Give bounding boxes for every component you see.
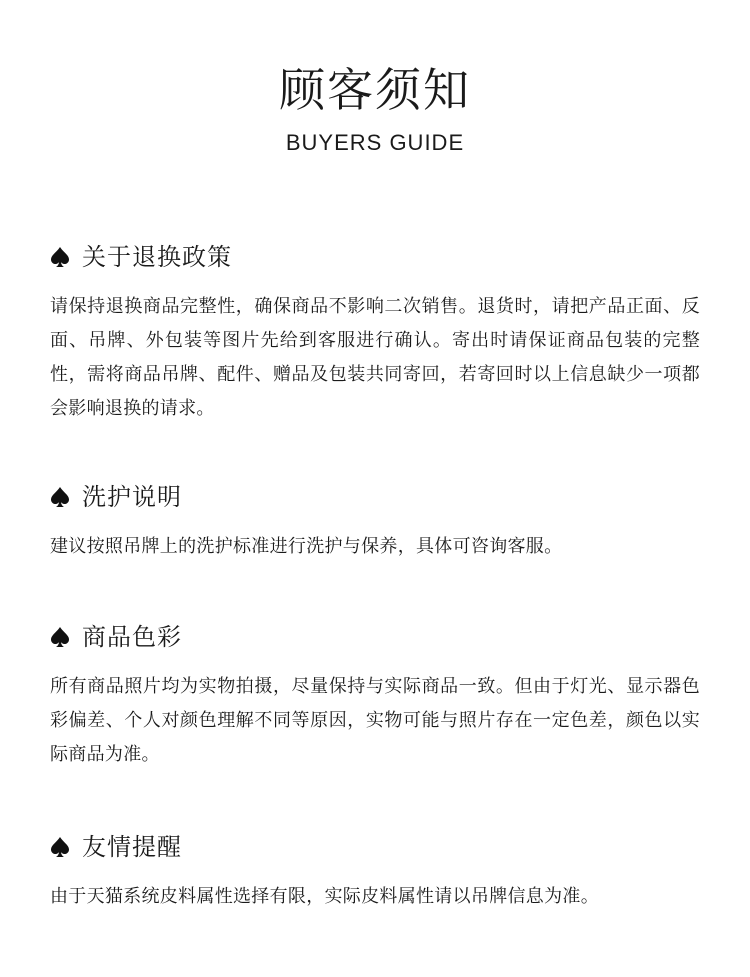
section-heading bbox=[50, 830, 700, 864]
spade-icon bbox=[50, 486, 70, 508]
section-friendly-reminder bbox=[50, 830, 700, 914]
page-subtitle: BUYERS GUIDE bbox=[285, 130, 465, 155]
section-heading-text: 洗护说明 bbox=[82, 483, 182, 511]
section-heading-text: 友情提醒 bbox=[82, 833, 182, 861]
spade-icon bbox=[50, 246, 70, 268]
section-body-text: 由于天猫系统皮料属性选择有限，实际皮料属性请以吊牌信息为准。 bbox=[50, 886, 599, 907]
section-return-policy bbox=[50, 240, 700, 426]
section-care-instructions bbox=[50, 480, 700, 564]
section-body-text: 请保持退换商品完整性，确保商品不影响二次销售。退货时，请把产品正面、反面、吊牌、外包装等图片先给到客服进行确认。寄出时请保证商品包装的完整性，需将商品吊牌、配件、赠品及包装共同寄回，若寄回时以上信息缺少一项都会影响退换的请求。 bbox=[50, 296, 700, 419]
section-product-color bbox=[50, 620, 700, 772]
spade-icon bbox=[50, 836, 70, 858]
page-title: 顾客须知 bbox=[279, 63, 471, 117]
section-heading bbox=[50, 480, 700, 514]
section-heading-text: 商品色彩 bbox=[82, 623, 182, 651]
page-header bbox=[0, 62, 750, 156]
section-heading-text: 关于退换政策 bbox=[82, 243, 232, 271]
section-body-text: 所有商品照片均为实物拍摄，尽量保持与实际商品一致。但由于灯光、显示器色彩偏差、个人对颜色理解不同等原因，实物可能与照片存在一定色差，颜色以实际商品为准。 bbox=[50, 676, 700, 765]
section-heading bbox=[50, 240, 700, 274]
spade-icon bbox=[50, 626, 70, 648]
section-heading bbox=[50, 620, 700, 654]
section-body-text: 建议按照吊牌上的洗护标准进行洗护与保养，具体可咨询客服。 bbox=[50, 536, 563, 557]
